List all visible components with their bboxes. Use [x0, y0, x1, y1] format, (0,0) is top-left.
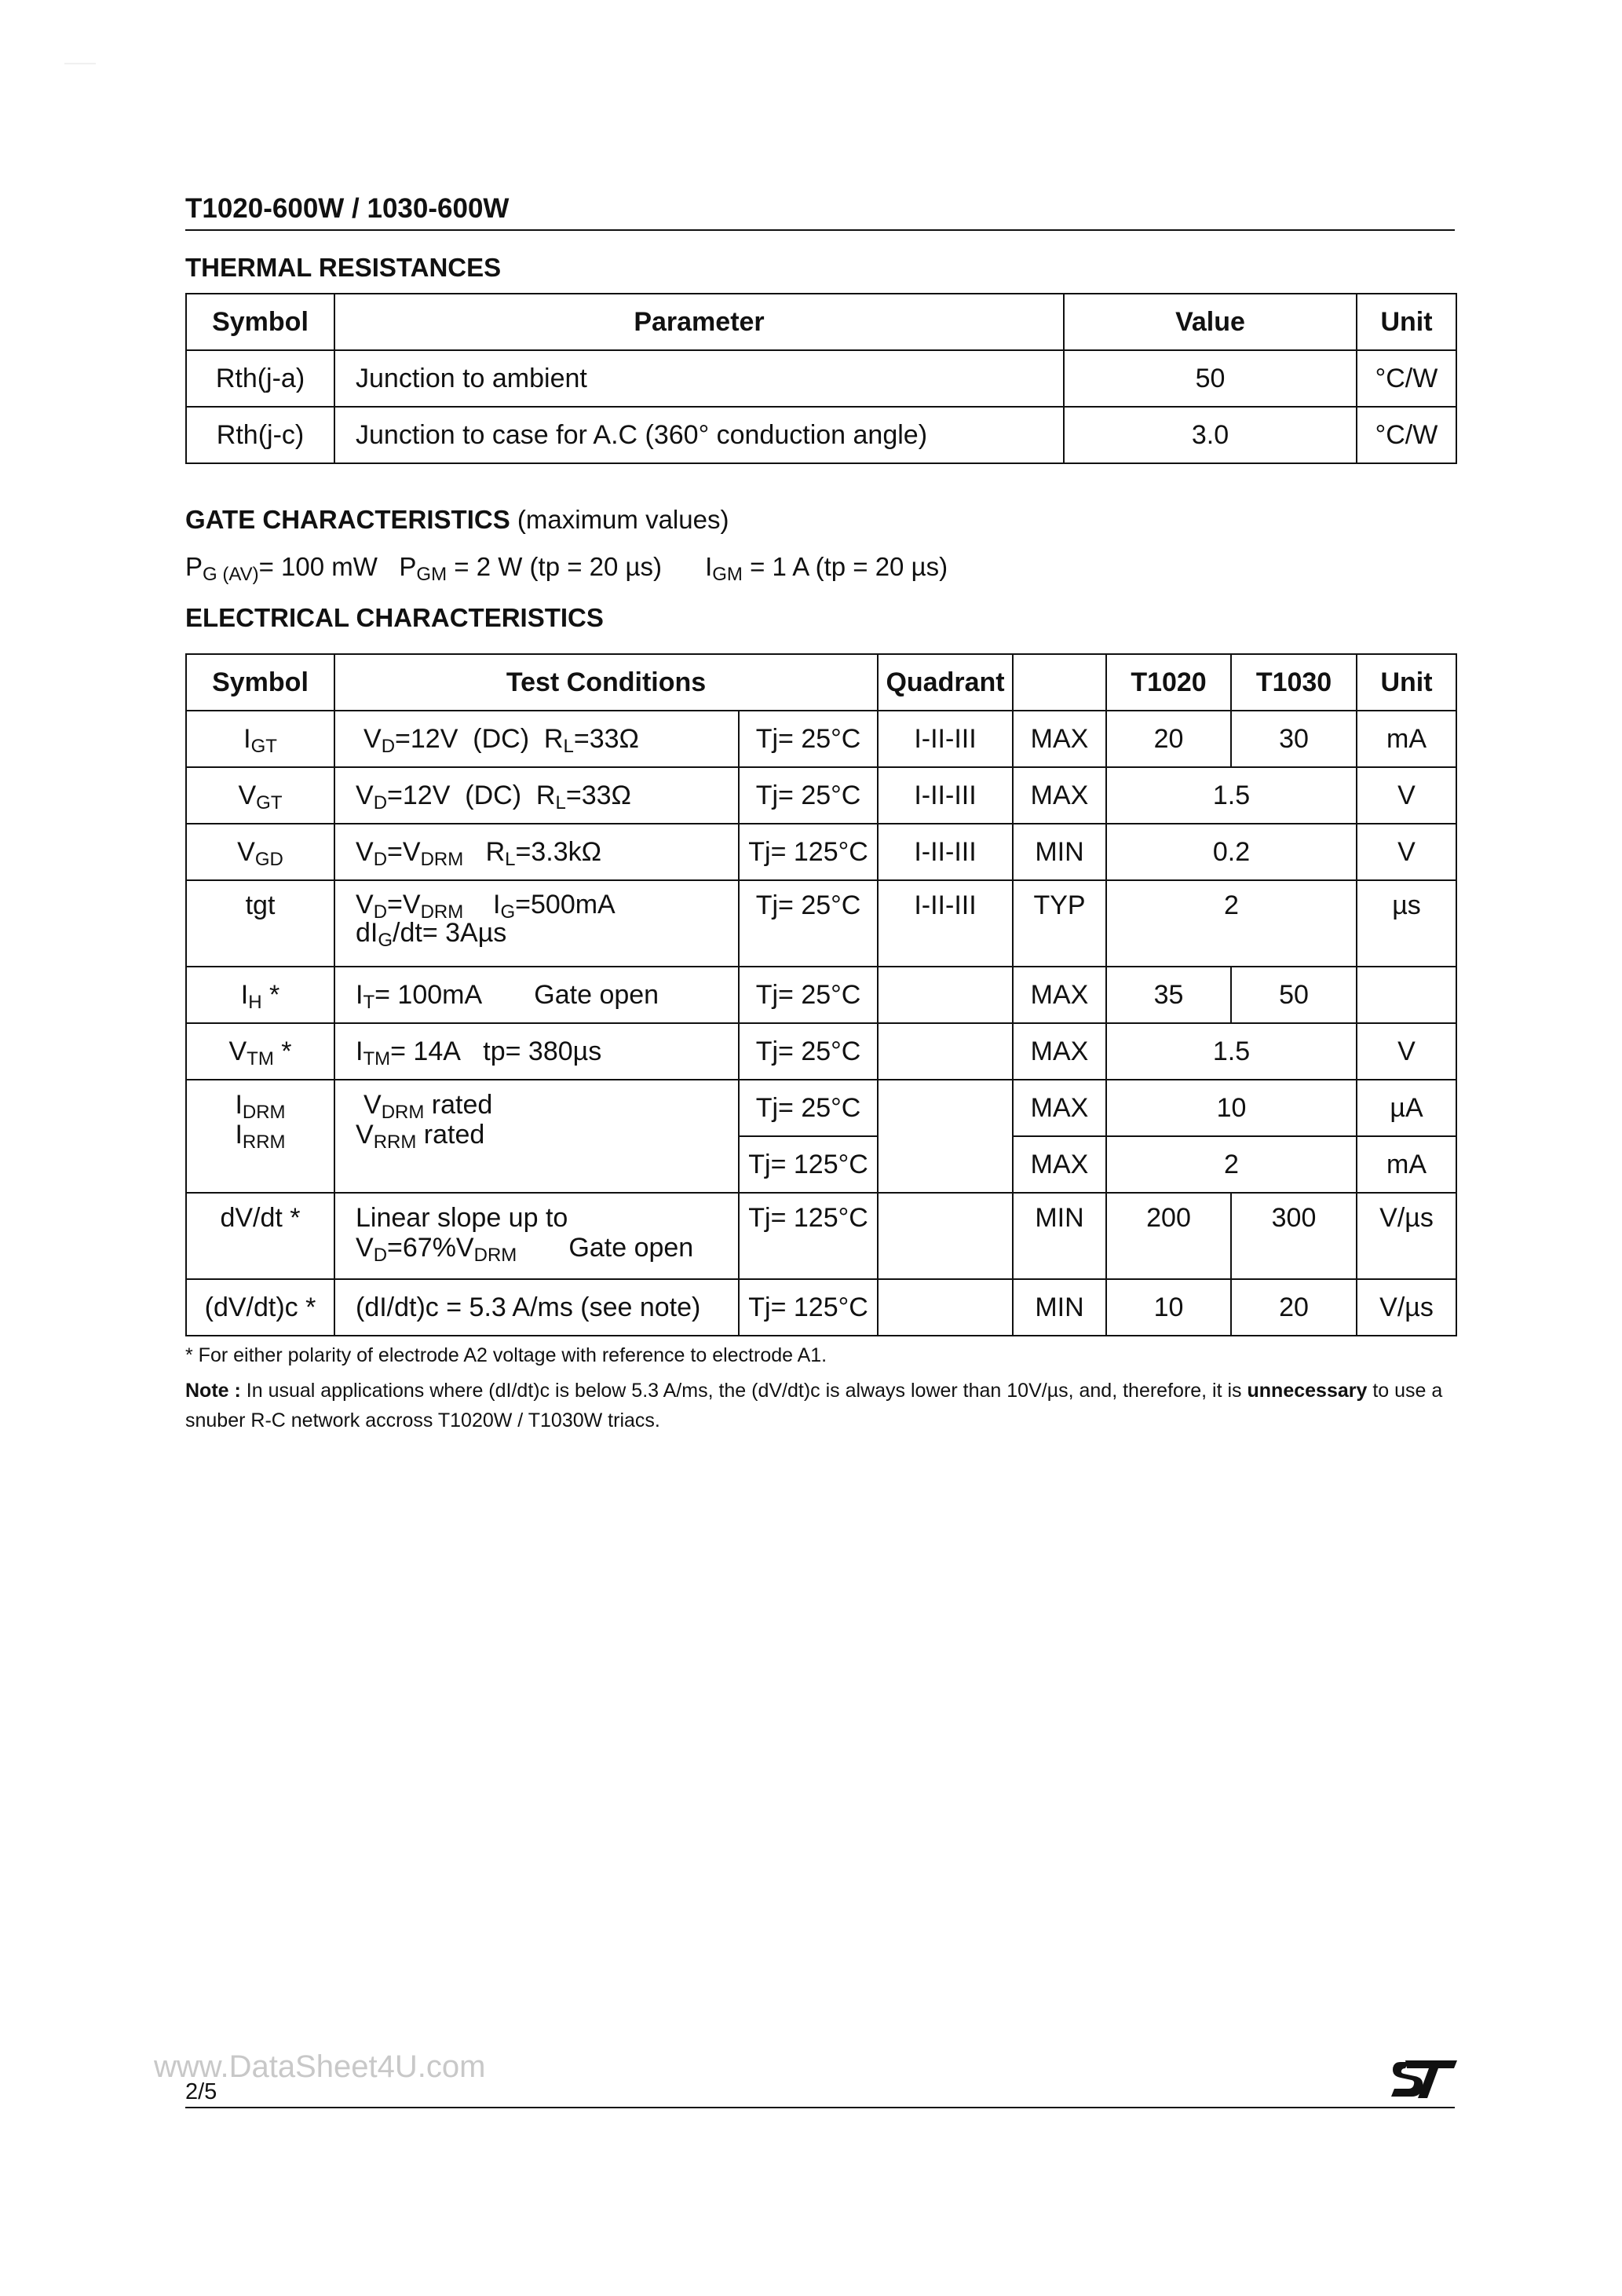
note-emphasis: unnecessary — [1247, 1380, 1368, 1402]
t1020-cell: 10 — [1106, 1279, 1231, 1336]
column-header: Test Conditions — [334, 654, 878, 711]
column-header: Symbol — [186, 294, 334, 350]
parameter-cell: Junction to case for A.C (360° conduction angle) — [334, 407, 1064, 463]
table-row — [186, 1279, 1456, 1336]
page-number: 2/5 — [185, 2079, 217, 2104]
header-mark — [64, 63, 96, 64]
conditions-cell: $I_T= 100mA$ Gate open — [334, 967, 739, 1023]
symbol-cell: $I_H$ * — [186, 967, 334, 1023]
symbol-cell: Rth(j-c) — [186, 407, 334, 463]
note-text-end: to use a snuber R-C network accross T1020W / T1030W triacs. — [185, 1380, 1443, 1431]
t1030-cell: 20 — [1231, 1279, 1357, 1336]
conditions-cell: (dI/dt)c = 5.3 A/ms (see note) — [334, 1279, 739, 1336]
gate-heading-title: GATE CHARACTERISTICS — [185, 505, 510, 534]
temperature-cell: Tj= 25°C — [739, 1023, 878, 1080]
gate-heading — [185, 505, 729, 535]
symbol-cell: dV/dt * — [186, 1193, 334, 1279]
quadrant-cell — [878, 1023, 1013, 1080]
pgm-symbol: P — [399, 552, 417, 581]
limit-cell: MAX — [1013, 1023, 1106, 1080]
value-cell: 1.5 — [1106, 767, 1357, 824]
note — [185, 1376, 1457, 1435]
table-header-row — [186, 294, 1456, 350]
thermal-resistance-table — [185, 293, 1457, 464]
unit-cell: V — [1357, 1023, 1456, 1080]
symbol-cell: Rth(j-a) — [186, 350, 334, 407]
column-header: Unit — [1357, 654, 1456, 711]
temperature-cell: Tj= 25°C — [739, 880, 878, 967]
conditions-cell: $I_{TM}= 14A$ tp= 380µs — [334, 1023, 739, 1080]
quadrant-cell — [878, 1193, 1013, 1279]
symbol-cell: $I_{DRM}$ $I_{RRM}$ — [186, 1080, 334, 1193]
value-cell: 2 — [1106, 880, 1357, 967]
symbol-cell: $V_{TM}$ * — [186, 1023, 334, 1080]
table-row — [186, 1193, 1456, 1279]
value-cell: 0.2 — [1106, 824, 1357, 880]
value-cell: 2 — [1106, 1136, 1357, 1193]
column-header: Parameter — [334, 294, 1064, 350]
pg-symbol: P — [185, 552, 203, 581]
gate-values — [185, 552, 948, 585]
temperature-cell: Tj= 25°C — [739, 1080, 878, 1136]
watermark: www.DataSheet4U.com — [154, 2049, 486, 2084]
note-label: Note : — [185, 1380, 241, 1402]
pg-subscript: G (AV) — [203, 564, 259, 585]
column-header: T1030 — [1231, 654, 1357, 711]
quadrant-cell — [878, 1080, 1013, 1193]
table-row — [186, 711, 1456, 767]
conditions-cell: $V_{DRM}$ rated $V_{RRM}$ rated — [334, 1080, 739, 1193]
limit-cell: MAX — [1013, 711, 1106, 767]
electrical-characteristics-table — [185, 653, 1457, 1336]
gate-heading-qualifier: (maximum values) — [517, 505, 729, 534]
column-header: T1020 — [1106, 654, 1231, 711]
symbol-cell: $V_{GT}$ — [186, 767, 334, 824]
conditions-cell: $V_D=12V$ (DC) $R_L=33\Omega$ — [334, 711, 739, 767]
footnote: * For either polarity of electrode A2 voltage with reference to electrode A1. — [185, 1344, 827, 1366]
limit-cell: TYP — [1013, 880, 1106, 967]
temperature-cell: Tj= 25°C — [739, 967, 878, 1023]
t1030-cell: 300 — [1231, 1193, 1357, 1279]
t1030-cell: 50 — [1231, 967, 1357, 1023]
t1030-cell: 30 — [1231, 711, 1357, 767]
temperature-cell: Tj= 25°C — [739, 767, 878, 824]
table-row — [186, 824, 1456, 880]
table-row — [186, 880, 1456, 967]
table-row — [186, 350, 1456, 407]
value-cell: 3.0 — [1064, 407, 1357, 463]
thermal-heading: THERMAL RESISTANCES — [185, 253, 502, 282]
conditions-cell: $V_D=V_{DRM}$ $R_L=3.3k\Omega$ — [334, 824, 739, 880]
conditions-cell: $V_D=12V$ (DC) $R_L=33\Omega$ — [334, 767, 739, 824]
pgm-subscript: GM — [416, 564, 448, 585]
temperature-cell: Tj= 125°C — [739, 824, 878, 880]
limit-cell: MAX — [1013, 1136, 1106, 1193]
limit-cell: MIN — [1013, 1279, 1106, 1336]
column-header: Unit — [1357, 294, 1456, 350]
electrical-heading: ELECTRICAL CHARACTERISTICS — [185, 603, 604, 632]
column-header: Quadrant — [878, 654, 1013, 711]
value-cell: 10 — [1106, 1080, 1357, 1136]
table-row — [186, 967, 1456, 1023]
t1020-cell: 200 — [1106, 1193, 1231, 1279]
symbol-cell: tgt — [186, 880, 334, 967]
symbol-cell: (dV/dt)c * — [186, 1279, 334, 1336]
limit-cell: MAX — [1013, 767, 1106, 824]
pgm-value: = 2 W (tp = 20 µs) — [447, 552, 663, 581]
t1020-cell: 35 — [1106, 967, 1231, 1023]
temperature-cell: Tj= 125°C — [739, 1136, 878, 1193]
quadrant-cell — [878, 1279, 1013, 1336]
symbol-cell: $V_{GD}$ — [186, 824, 334, 880]
temperature-cell: Tj= 125°C — [739, 1279, 878, 1336]
limit-cell: MIN — [1013, 1193, 1106, 1279]
table-header-row — [186, 654, 1456, 711]
column-header — [1013, 654, 1106, 711]
unit-cell: V — [1357, 767, 1456, 824]
t1020-cell: 20 — [1106, 711, 1231, 767]
unit-cell — [1357, 967, 1456, 1023]
igm-symbol: I — [705, 552, 713, 581]
unit-cell: µA — [1357, 1080, 1456, 1136]
table-row — [186, 1023, 1456, 1080]
st-logo-icon — [1391, 2059, 1457, 2104]
limit-cell: MAX — [1013, 1080, 1106, 1136]
temperature-cell: Tj= 25°C — [739, 711, 878, 767]
igm-value: = 1 A (tp = 20 µs) — [742, 552, 948, 581]
symbol-cell: $I_{GT}$ — [186, 711, 334, 767]
quadrant-cell: I-II-III — [878, 767, 1013, 824]
value-cell: 50 — [1064, 350, 1357, 407]
note-text: In usual applications where (dI/dt)c is below 5.3 A/ms, the (dV/dt)c is always lower than 10V/µs, and, therefore, it is — [240, 1380, 1248, 1402]
quadrant-cell: I-II-III — [878, 711, 1013, 767]
column-header: Value — [1064, 294, 1357, 350]
pg-value: = 100 mW — [258, 552, 378, 581]
quadrant-cell: I-II-III — [878, 824, 1013, 880]
limit-cell: MIN — [1013, 824, 1106, 880]
unit-cell: V — [1357, 824, 1456, 880]
column-header: Symbol — [186, 654, 334, 711]
table-row — [186, 1080, 1456, 1136]
unit-cell: mA — [1357, 711, 1456, 767]
document-title: T1020-600W / 1030-600W — [185, 193, 510, 224]
footer-rule — [185, 2107, 1455, 2108]
quadrant-cell: I-II-III — [878, 880, 1013, 967]
unit-cell: µs — [1357, 880, 1456, 967]
limit-cell: MAX — [1013, 967, 1106, 1023]
title-rule — [185, 229, 1455, 231]
parameter-cell: Junction to ambient — [334, 350, 1064, 407]
unit-cell: mA — [1357, 1136, 1456, 1193]
unit-cell: V/µs — [1357, 1193, 1456, 1279]
unit-cell: °C/W — [1357, 350, 1456, 407]
quadrant-cell — [878, 967, 1013, 1023]
unit-cell: °C/W — [1357, 407, 1456, 463]
table-row — [186, 767, 1456, 824]
conditions-cell: $V_D=V_{DRM}$ $I_G=500mA$ $dI_G/dt= 3A\mu s$ — [334, 880, 739, 967]
value-cell: 1.5 — [1106, 1023, 1357, 1080]
table-row — [186, 407, 1456, 463]
igm-subscript: GM — [712, 564, 743, 585]
unit-cell: V/µs — [1357, 1279, 1456, 1336]
temperature-cell: Tj= 125°C — [739, 1193, 878, 1279]
conditions-cell: Linear slope up to $V_D=67\%V_{DRM}$ Gate open — [334, 1193, 739, 1279]
